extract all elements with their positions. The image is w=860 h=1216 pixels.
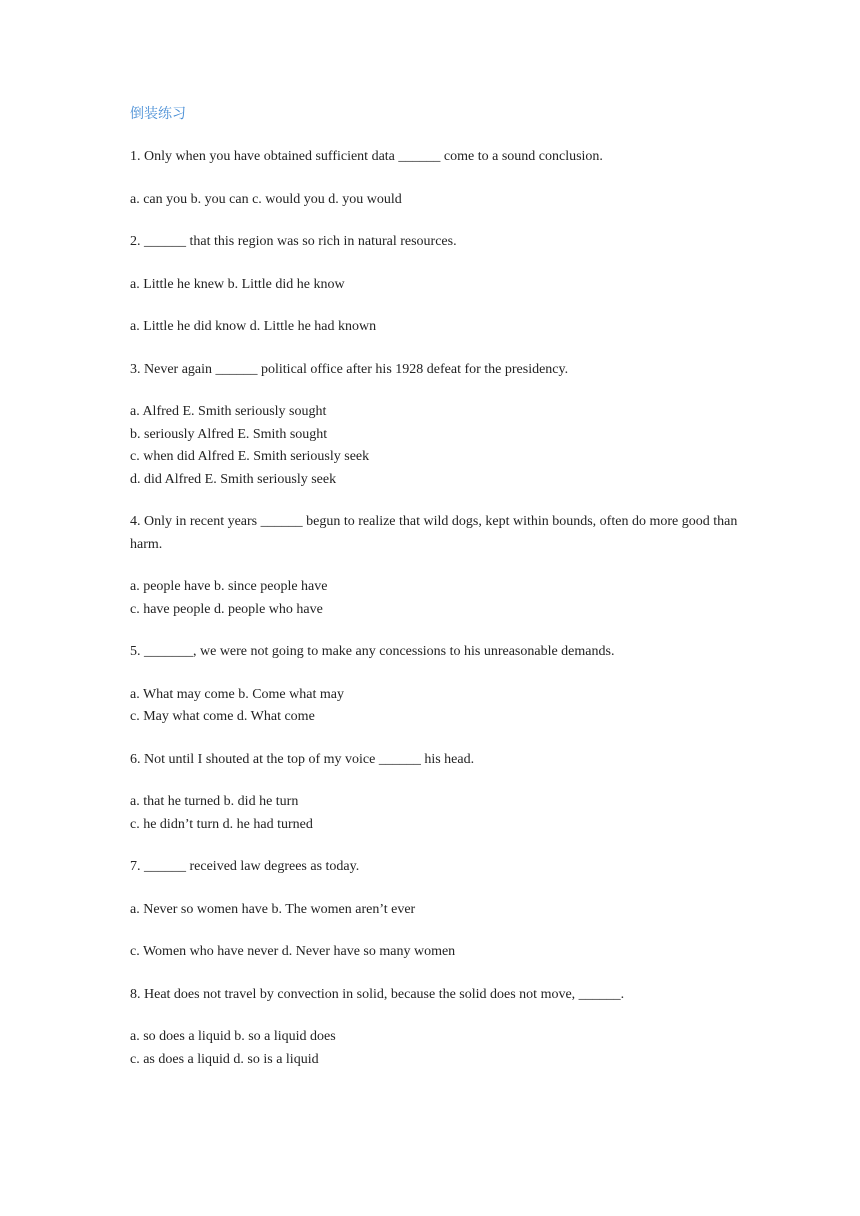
question-text: 7. ______ received law degrees as today. [130,859,360,874]
question-7 [130,856,745,879]
option-line: a. that he turned b. did he turn [130,794,299,809]
question-1 [130,146,745,169]
question-3-options [130,401,745,491]
question-6-options [130,791,745,836]
question-5 [130,641,745,664]
option-line: a. Little he did know d. Little he had known [130,319,377,334]
option-line: a. can you b. you can c. would you d. you would [130,191,402,207]
question-2 [130,231,745,254]
option-line: c. he didn’t turn d. he had turned [130,816,313,832]
question-8 [130,984,745,1007]
option-line: c. May what come d. What come [130,709,315,724]
option-line: a. so does a liquid b. so a liquid does [130,1029,336,1044]
question-text: 6. Not until I shouted at the top of my voice ______ his head. [130,751,475,767]
option-line: a. What may come b. Come what may [130,686,344,702]
option-line: a. people have b. since people have [130,579,328,594]
option-line: a. Little he knew b. Little did he know [130,276,345,292]
question-4 [130,511,745,556]
question-8-options [130,1026,745,1071]
question-2-options-a [130,274,745,297]
question-6 [130,749,745,772]
document-title: 倒装练习 [130,106,186,122]
question-3 [130,359,745,382]
question-text: 5. _______, we were not going to make any concessions to his unreasonable demands. [130,644,615,659]
question-text: 3. Never again ______ political office after his 1928 defeat for the presidency. [130,361,569,377]
question-5-options [130,684,745,729]
question-text: 8. Heat does not travel by convection in solid, because the solid does not move, ______. [130,986,625,1002]
question-7-options-b [130,941,745,964]
option-line: a. Alfred E. Smith seriously sought [130,404,327,419]
question-2-options-b [130,316,745,339]
document-body [130,103,745,1091]
question-1-options [130,189,745,212]
option-line: a. Never so women have b. The women aren’t ever [130,901,416,917]
option-line: d. did Alfred E. Smith seriously seek [130,471,337,487]
option-line: c. have people d. people who have [130,601,323,617]
question-7-options-a [130,899,745,922]
option-line: b. seriously Alfred E. Smith sought [130,426,328,442]
question-text: 2. ______ that this region was so rich in natural resources. [130,234,457,249]
question-text: 1. Only when you have obtained sufficient data ______ come to a sound conclusion. [130,149,603,164]
option-line: c. when did Alfred E. Smith seriously seek [130,449,370,464]
option-line: c. as does a liquid d. so is a liquid [130,1051,319,1067]
question-text: 4. Only in recent years ______ begun to realize that wild dogs, kept within bounds, often do more good than harm. [130,514,738,552]
option-line: c. Women who have never d. Never have so many women [130,944,456,959]
question-4-options [130,576,745,621]
